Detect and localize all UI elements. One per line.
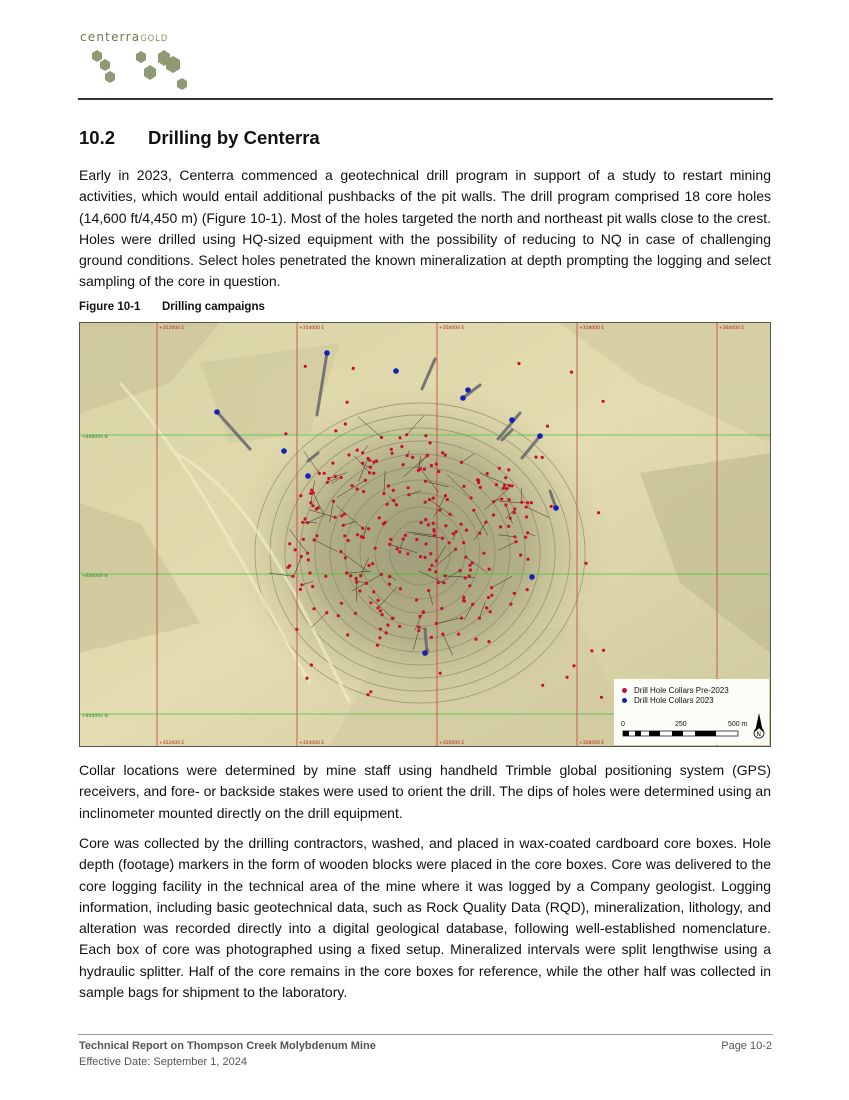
collar-dot — [317, 506, 320, 509]
collar-dot — [471, 603, 474, 606]
collar-dot — [376, 606, 379, 609]
collar-dot — [465, 529, 468, 532]
svg-text:N: N — [756, 731, 761, 738]
collar-dot — [307, 558, 310, 561]
collar-dot — [346, 633, 349, 636]
collar-dot — [433, 530, 436, 533]
collar-dot — [526, 558, 529, 561]
collar-dot — [428, 568, 431, 571]
collar-dot — [427, 589, 430, 592]
collar-dot — [487, 596, 490, 599]
collar-dot — [411, 456, 414, 459]
collar-dot — [448, 541, 451, 544]
collar-dot — [490, 594, 493, 597]
collar-dot — [313, 538, 316, 541]
legend-item-2023: Drill Hole Collars 2023 — [622, 695, 714, 705]
collar-dot — [402, 537, 405, 540]
collar-dot — [541, 456, 544, 459]
collar-dot — [386, 503, 389, 506]
collar-dot — [361, 527, 364, 530]
collar-dot — [374, 547, 377, 550]
collar-dot — [462, 596, 465, 599]
collar-dot — [425, 542, 428, 545]
grid-label-left: +844000 N — [82, 714, 108, 719]
collar-dot — [343, 534, 346, 537]
collar-dot — [499, 525, 502, 528]
collar-dot — [366, 693, 369, 696]
collar-dot — [509, 603, 512, 606]
collar-dot — [486, 472, 489, 475]
collar-dot — [509, 517, 512, 520]
collar-dot — [484, 521, 487, 524]
collar-dot — [600, 696, 603, 699]
collar-dot — [424, 480, 427, 483]
collar-dot — [462, 599, 465, 602]
collar-dot — [420, 521, 423, 524]
collar-dot — [460, 461, 463, 464]
collar-dot — [399, 587, 402, 590]
collar-dot — [332, 500, 335, 503]
footer-effective-date: Effective Date: September 1, 2024 — [79, 1056, 247, 1068]
collar-dot — [444, 494, 447, 497]
collar-dot — [385, 631, 388, 634]
grid-label-top: +356000 E — [439, 326, 465, 331]
collar-dot — [444, 574, 447, 577]
collar-dot — [423, 556, 426, 559]
collar-dot — [590, 649, 593, 652]
collar-dot — [439, 509, 442, 512]
section-heading: 10.2 Drilling by Centerra — [79, 127, 320, 148]
collar-dot — [369, 601, 372, 604]
collar-dot — [359, 574, 362, 577]
paragraph-collar-locations: Collar locations were determined by mine staff using handheld Trimble global positioning system (GPS) receivers, and fore- or backside stakes were used to orient the drill. The dips of holes were determined using an inclinometer mounted directly on the drill equipment. — [79, 762, 771, 821]
collar-dot — [488, 568, 491, 571]
collar-dot — [334, 475, 337, 478]
collar-dot — [432, 522, 435, 525]
collar-dot — [525, 505, 528, 508]
collar-dot — [371, 562, 374, 565]
collar-dot — [351, 484, 354, 487]
collar-dot — [306, 552, 309, 555]
collar-dot — [305, 677, 308, 680]
footer-divider — [78, 1034, 773, 1035]
collar-dot — [517, 362, 520, 365]
collar-dot — [427, 523, 430, 526]
collar-dot — [439, 672, 442, 675]
collar-dot — [566, 676, 569, 679]
collar-dot — [507, 484, 510, 487]
collar-dot — [426, 454, 429, 457]
collar-dot — [602, 649, 605, 652]
collar-dot — [299, 588, 302, 591]
map-legend — [614, 679, 769, 745]
figure-caption: Figure 10-1 Drilling campaigns — [79, 301, 265, 313]
collar-dot — [422, 610, 425, 613]
collar-dot — [432, 497, 435, 500]
collar-dot — [337, 614, 340, 617]
collar-dot — [402, 463, 405, 466]
collar-dot — [457, 633, 460, 636]
collar-dot — [365, 582, 368, 585]
collar-dot — [326, 481, 329, 484]
collar-dot — [492, 513, 495, 516]
grid-label-top: +360000 E — [719, 326, 745, 331]
collar-dot — [388, 543, 391, 546]
collar-dot — [519, 554, 522, 557]
collar-dot — [302, 538, 305, 541]
company-logo — [80, 28, 210, 94]
collar-dot — [406, 552, 409, 555]
collar-dot — [419, 467, 422, 470]
collar-dot — [446, 498, 449, 501]
collar-dot — [331, 462, 334, 465]
paragraph-core-handling: Core was collected by the drilling contractors, washed, and placed in wax-coated cardboard core boxes. Hole depth (footage) markers in the form of wooden blocks were placed in the core boxes. Core was delivered to the core logging facility in the technical area of the mine where it was logged by a Company geologist. Logging information, including basic geotechnical data, such as Rock Quality Data (RQD), mineralization, lithology, and alteration was recorded directly into a digital geological database, following well-established nomenclature. Each box of core was photographed using a fixed setup. Mineralized intervals were split lengthwise using a hydraulic splitter. Half of the core remains in the core boxes for reference, while the other half was collected in sample bags for shipment to the laboratory. — [79, 835, 771, 1001]
collar-dot — [444, 453, 447, 456]
collar-dot — [406, 454, 409, 457]
collar-dot — [502, 487, 505, 490]
collar-dot — [367, 564, 370, 567]
collar-dot — [339, 550, 342, 553]
collar-dot — [570, 371, 573, 374]
collar-dot — [470, 496, 473, 499]
collar-dot — [310, 663, 313, 666]
collar-dot — [437, 581, 440, 584]
collar-dot — [334, 429, 337, 432]
collar-dot — [602, 400, 605, 403]
collar-dot — [364, 479, 367, 482]
legend-item-pre2023: Drill Hole Collars Pre-2023 — [622, 685, 729, 695]
collar-dot — [361, 451, 364, 454]
collar-dot — [344, 556, 347, 559]
grid-label-top: +354000 E — [299, 326, 325, 331]
collar-dot — [325, 611, 328, 614]
collar-dot — [400, 445, 403, 448]
collar-dot — [460, 617, 463, 620]
collar-dot — [396, 547, 399, 550]
collar-dot — [378, 516, 381, 519]
hexagon-icon — [80, 28, 210, 94]
page-number: Page 10-2 — [721, 1040, 772, 1052]
collar-dot — [301, 521, 304, 524]
collar-dot — [334, 516, 337, 519]
collar-dot — [389, 538, 392, 541]
collar-dot — [387, 484, 390, 487]
collar-dot — [368, 459, 371, 462]
collar-dot — [468, 575, 471, 578]
collar-dot — [520, 501, 523, 504]
collar-dot — [507, 525, 510, 528]
collar-dot — [418, 615, 421, 618]
collar-dot — [440, 607, 443, 610]
collar-dot — [435, 622, 438, 625]
collar-dot — [356, 533, 359, 536]
open-pit-shading — [230, 383, 610, 713]
collar-dot — [508, 498, 511, 501]
collar-dot — [462, 485, 465, 488]
collar-dot — [490, 586, 493, 589]
grid-label-bottom: +354000 E — [299, 741, 325, 746]
collar-dot — [442, 581, 445, 584]
collar-dot — [472, 509, 475, 512]
grid-label-left: +846000 N — [82, 574, 108, 579]
grid-label-bottom: +352000 E — [159, 741, 185, 746]
collar-dot — [356, 449, 359, 452]
collar-dot — [340, 476, 343, 479]
collar-dot — [525, 515, 528, 518]
collar-dot — [435, 559, 438, 562]
collar-dot — [347, 453, 350, 456]
collar-dot — [392, 499, 395, 502]
collar-dot — [295, 628, 298, 631]
collar-dot — [327, 477, 330, 480]
collar-dot — [324, 575, 327, 578]
collar-dot — [546, 425, 549, 428]
collar-dot — [415, 538, 418, 541]
collar-dot — [434, 570, 437, 573]
collar-dot — [441, 451, 444, 454]
collar-dot — [356, 487, 359, 490]
collar-dot — [512, 511, 515, 514]
grid-label-left: +848000 N — [82, 435, 108, 440]
collar-dot — [441, 633, 444, 636]
collar-dot — [585, 562, 588, 565]
collar-dot — [372, 590, 375, 593]
collar-dot — [391, 452, 394, 455]
collar-dot — [435, 463, 438, 466]
collar-dot — [448, 513, 451, 516]
scale-label: 500 m — [728, 721, 748, 728]
collar-dot — [309, 492, 312, 495]
collar-dot — [395, 503, 398, 506]
collar-dot — [349, 574, 352, 577]
collar-dot — [368, 471, 371, 474]
collar-dot — [304, 517, 307, 520]
collar-dot — [430, 464, 433, 467]
collar-dot — [526, 501, 529, 504]
collar-dot — [342, 524, 345, 527]
collar-dot — [428, 498, 431, 501]
collar-dot — [407, 486, 410, 489]
collar-dot — [417, 625, 420, 628]
collar-dot — [288, 542, 291, 545]
collar-dot — [526, 531, 529, 534]
collar-dot — [433, 534, 436, 537]
collar-dot — [478, 532, 481, 535]
grid-label-top: +358000 E — [579, 326, 605, 331]
grid-label-top: +352000 E — [159, 326, 185, 331]
collar-dot — [424, 501, 427, 504]
collar-dot — [355, 581, 358, 584]
collar-dot — [382, 522, 385, 525]
collar-dot — [489, 610, 492, 613]
collar-dot — [315, 534, 318, 537]
collar-dot — [459, 569, 462, 572]
collar-dot — [452, 532, 455, 535]
collar-dot — [362, 490, 365, 493]
collar-dot — [294, 548, 297, 551]
scale-label: 250 — [675, 721, 687, 728]
collar-dot — [503, 484, 506, 487]
collar-dot — [378, 636, 381, 639]
collar-dot — [471, 561, 474, 564]
footer-report-title: Technical Report on Thompson Creek Molybdenum Mine — [79, 1040, 376, 1052]
collar-dot — [308, 571, 311, 574]
collar-dot — [526, 588, 529, 591]
collar-dot — [474, 638, 477, 641]
collar-dot — [415, 598, 418, 601]
collar-dot — [288, 564, 291, 567]
collar-dot — [377, 599, 380, 602]
collar-dot — [306, 521, 309, 524]
collar-dot — [304, 365, 307, 368]
collar-dot — [379, 628, 382, 631]
collar-dot — [372, 472, 375, 475]
scale-bar — [614, 679, 769, 745]
collar-dot — [423, 468, 426, 471]
collar-dot — [323, 472, 326, 475]
collar-dot — [318, 472, 321, 475]
collar-dot — [468, 584, 471, 587]
collar-dot — [530, 501, 533, 504]
collar-dot — [343, 512, 346, 515]
collar-dot — [310, 489, 313, 492]
collar-dot — [534, 456, 537, 459]
collar-dot — [345, 572, 348, 575]
collar-dot — [352, 367, 355, 370]
collar-dot — [572, 664, 575, 667]
collar-dot — [430, 636, 433, 639]
collar-dot — [541, 684, 544, 687]
collar-dot — [460, 523, 463, 526]
collar-dot — [362, 536, 365, 539]
collar-dot — [477, 481, 480, 484]
paragraph-intro: Early in 2023, Centerra commenced a geotechnical drill program in support of a study to restart mining activities, which would entail additional pushbacks of the pit walls. The drill program comprised 18 core holes (14,600 ft/4,450 m) (Figure 10-1). Most of the holes targeted the north and northeast pit walls close to the crest. Holes were drilled using HQ-sized equipment with the possibility of reducing to NQ in case of challenging ground conditions. Select holes penetrated the known mineralization at depth prompting the logging and select sampling of the core in question. — [79, 167, 771, 290]
collar-dot — [487, 640, 490, 643]
collar-dot — [311, 585, 314, 588]
collar-dot — [380, 436, 383, 439]
collar-dot — [464, 576, 467, 579]
collar-dot — [405, 433, 408, 436]
collar-dot — [347, 539, 350, 542]
collar-dot — [464, 556, 467, 559]
collar-dot — [388, 575, 391, 578]
collar-dot — [392, 489, 395, 492]
collar-dot — [299, 494, 302, 497]
collar-dot — [441, 537, 444, 540]
collar-dot — [597, 511, 600, 514]
collar-dot — [437, 470, 440, 473]
collar-dot — [513, 507, 516, 510]
collar-dot — [429, 441, 432, 444]
collar-dot — [361, 462, 364, 465]
collar-dot — [291, 575, 294, 578]
collar-dot — [430, 564, 433, 567]
collar-dot — [312, 607, 315, 610]
collar-dot — [398, 625, 401, 628]
collar-dot — [372, 460, 375, 463]
collar-dot — [469, 568, 472, 571]
collar-dot — [550, 505, 553, 508]
collar-dot — [390, 448, 393, 451]
collar-dot — [479, 486, 482, 489]
collar-dot — [524, 536, 527, 539]
collar-dot — [355, 577, 358, 580]
drilling-map — [79, 322, 771, 747]
grid-label-bottom: +358000 E — [579, 741, 605, 746]
collar-dot — [498, 467, 501, 470]
collar-dot — [311, 504, 314, 507]
collar-dot — [382, 492, 385, 495]
grid-label-bottom: +356000 E — [439, 741, 465, 746]
collar-dot — [284, 432, 287, 435]
logo-wordmark: centerraGOLD — [80, 30, 169, 44]
collar-dot — [367, 527, 370, 530]
collar-dot — [391, 617, 394, 620]
collar-dot — [511, 484, 514, 487]
collar-dot — [505, 487, 508, 490]
collar-dot — [369, 466, 372, 469]
collar-dot — [354, 612, 357, 615]
collar-dot — [424, 434, 427, 437]
collar-dot — [399, 436, 402, 439]
collar-dot — [462, 541, 465, 544]
collar-dot — [376, 644, 379, 647]
collar-dot — [507, 468, 510, 471]
collar-dot — [398, 550, 401, 553]
collar-dot — [358, 589, 361, 592]
collar-dot — [444, 524, 447, 527]
collar-dot — [369, 690, 372, 693]
collar-dot — [344, 422, 347, 425]
collar-dot — [381, 613, 384, 616]
scale-label: 0 — [621, 721, 625, 728]
collar-dot — [513, 535, 516, 538]
collar-dot — [424, 518, 427, 521]
collar-dot — [454, 548, 457, 551]
collar-dot — [429, 552, 432, 555]
collar-dot — [417, 629, 420, 632]
collar-dot — [388, 583, 391, 586]
collar-dot — [300, 583, 303, 586]
collar-dot — [495, 483, 498, 486]
collar-dot — [407, 493, 410, 496]
collar-dot — [478, 617, 481, 620]
collar-dot — [404, 534, 407, 537]
collar-dot — [346, 401, 349, 404]
collar-dot — [504, 476, 507, 479]
collar-dot — [300, 555, 303, 558]
collar-dot — [379, 609, 382, 612]
collar-dot — [504, 503, 507, 506]
collar-dot — [380, 573, 383, 576]
collar-dot — [485, 606, 488, 609]
north-arrow-icon — [754, 713, 764, 738]
collar-dot — [455, 530, 458, 533]
collar-dot — [419, 555, 422, 558]
collar-dot — [386, 624, 389, 627]
collar-dot — [309, 501, 312, 504]
collar-dot — [482, 552, 485, 555]
collar-dot — [514, 540, 517, 543]
collar-dot — [513, 592, 516, 595]
collar-dot — [468, 564, 471, 567]
collar-dot — [500, 498, 503, 501]
header-divider — [78, 98, 773, 100]
collar-dot — [340, 602, 343, 605]
collar-dot — [492, 500, 495, 503]
